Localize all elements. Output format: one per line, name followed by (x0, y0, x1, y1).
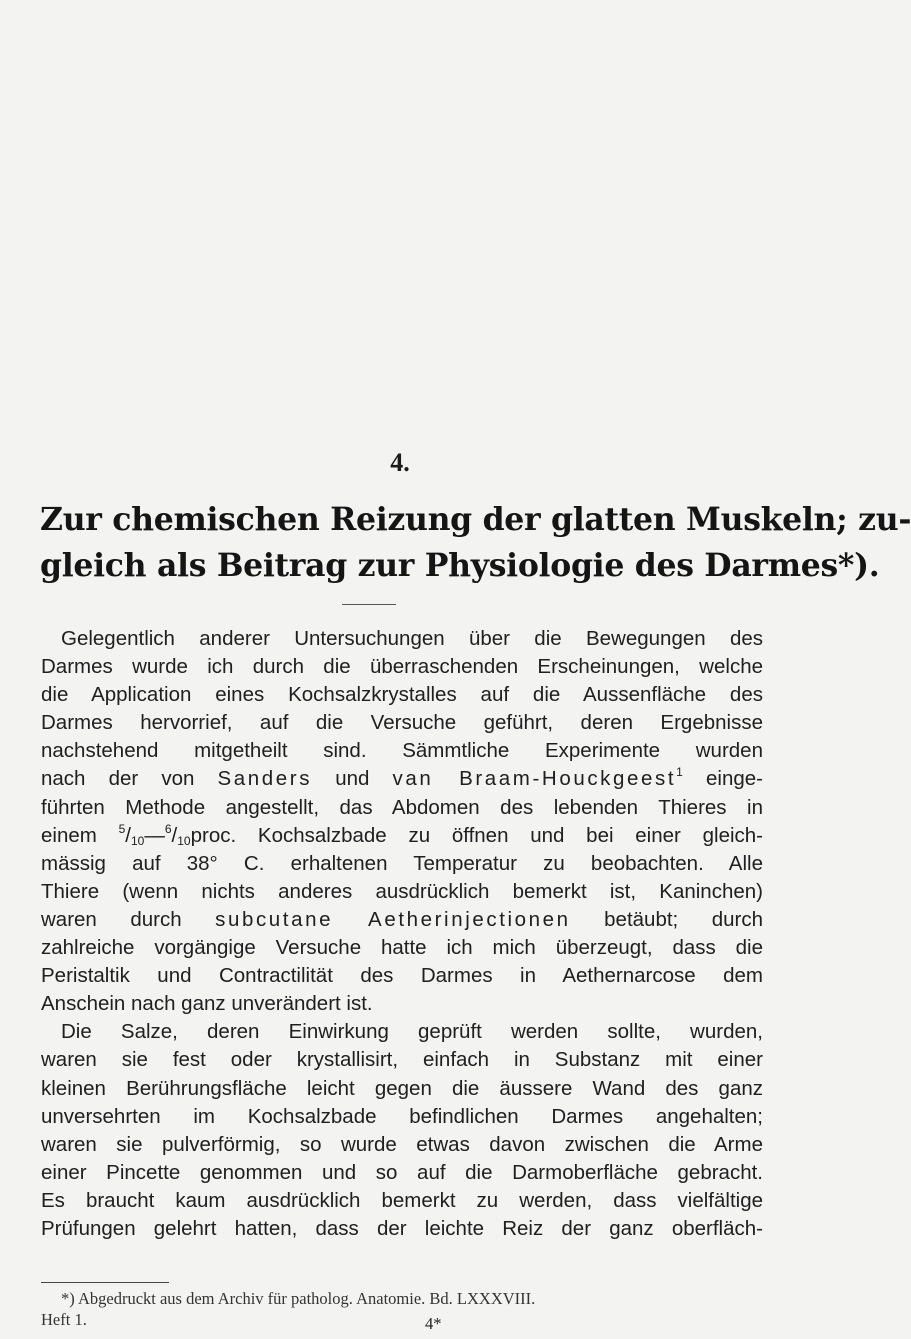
title-line: gleich als Beitrag zur Physiologie des Darmes*). (40, 547, 880, 584)
body-line: Thiere (wenn nichts anderes ausdrücklich bemerkt ist, Kaninchen) (41, 879, 763, 903)
text-run: proc. Kochsalzbade zu öffnen und bei einer gleich- (190, 823, 764, 847)
article-title (40, 497, 911, 589)
body-line: führten Methode angestellt, das Abdomen des lebenden Thieres in (41, 795, 763, 819)
title-line: Zur chemischen Reizung der glatten Muskeln; zu- (40, 501, 911, 538)
footnote-line: *) Abgedruckt aus dem Archiv für patholog. Anatomie. Bd. LXXXVIII. (61, 1289, 536, 1308)
signature-mark: 4* (425, 1314, 442, 1333)
fraction (164, 821, 191, 848)
text-run: einem (41, 823, 119, 847)
body-line (41, 822, 763, 850)
author-name: van Braam-Houckgeest (392, 767, 677, 791)
text-run: nach der von (41, 767, 218, 791)
footnote-line: Heft 1. (41, 1310, 87, 1329)
body-line: Peristaltik und Contractilität des Darmes in Aethernarcose dem (41, 964, 763, 988)
body-line (41, 906, 763, 934)
fraction (118, 821, 145, 848)
fraction-denominator: 10 (130, 833, 145, 848)
body-line: nachstehend mitgetheilt sind. Sämmtliche Experimente wurden (41, 739, 763, 763)
body-line: kleinen Berührungsfläche leicht gegen die äussere Wand des ganz (41, 1076, 763, 1100)
text-run: einge- (682, 767, 763, 791)
footnote-marker: 1 (676, 765, 683, 780)
body-line: Darmes hervorrief, auf die Versuche geführt, deren Ergebnisse (41, 711, 763, 735)
fraction-numerator: 5 (118, 821, 126, 836)
fraction-slash: / (171, 823, 178, 847)
fraction-numerator: 6 (164, 821, 172, 836)
footnote (41, 1288, 763, 1330)
body-text (41, 625, 763, 1243)
emphasized-term: subcutane Aetherinjectionen (215, 907, 571, 931)
fraction-denominator: 10 (177, 833, 191, 848)
author-name: Sanders (217, 767, 313, 791)
body-line: Die Salze, deren Einwirkung geprüft werden sollte, wurden, (61, 1020, 763, 1044)
fraction-slash: / (125, 823, 131, 847)
body-line: zahlreiche vorgängige Versuche hatte ich mich überzeugt, dass die (41, 936, 763, 960)
body-line: Es braucht kaum ausdrücklich bemerkt zu werden, dass vielfältige (41, 1188, 763, 1212)
chapter-number: 4. (390, 448, 410, 477)
body-line: einer Pincette genommen und so auf die Darmoberfläche gebracht. (41, 1160, 763, 1184)
body-line: die Application eines Kochsalzkrystalles auf die Aussenfläche des (41, 683, 763, 707)
body-line: Anschein nach ganz unverändert ist. (41, 992, 373, 1016)
body-line (41, 765, 763, 793)
text-run: betäubt; durch (570, 907, 764, 931)
body-line: waren sie fest oder krystallisirt, einfach in Substanz mit einer (41, 1048, 763, 1072)
body-line: waren sie pulverförmig, so wurde etwas davon zwischen die Arme (41, 1132, 763, 1156)
body-line: mässig auf 38° C. erhaltenen Temperatur zu beobachten. Alle (41, 851, 763, 875)
body-line: Prüfungen gelehrt hatten, dass der leichte Reiz der ganz oberfläch- (41, 1216, 763, 1240)
title-divider (342, 604, 396, 605)
body-line: Gelegentlich anderer Untersuchungen über die Bewegungen des (61, 627, 763, 650)
text-run: und (312, 767, 393, 791)
text-run: waren durch (41, 907, 216, 931)
text-run: — (144, 823, 165, 847)
body-line: unversehrten im Kochsalzbade befindlichen Darmes angehalten; (41, 1104, 763, 1128)
body-line: Darmes wurde ich durch die überraschenden Erscheinungen, welche (41, 655, 763, 679)
footnote-divider (41, 1282, 169, 1283)
